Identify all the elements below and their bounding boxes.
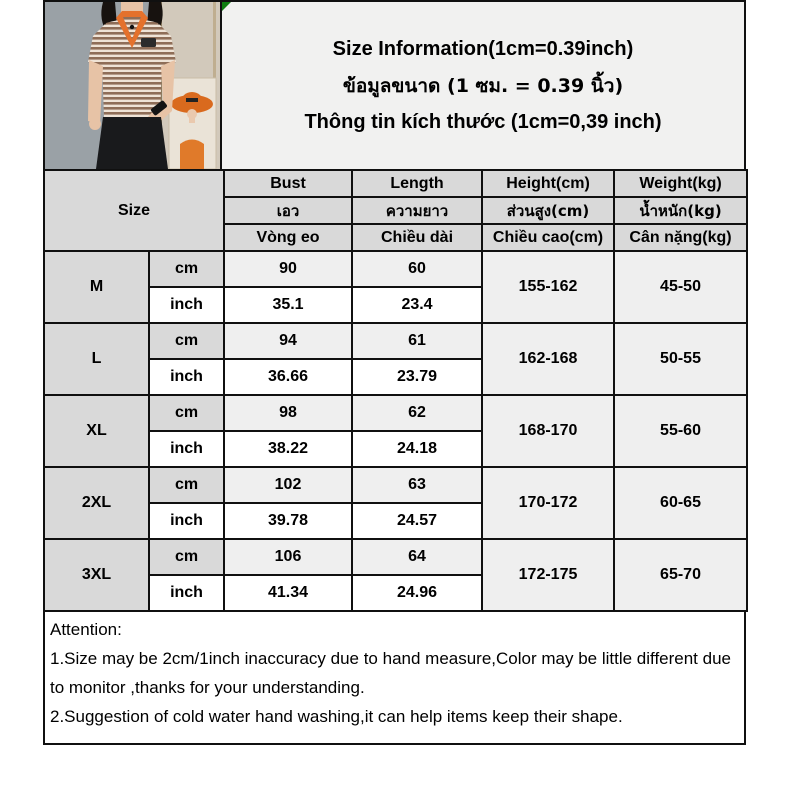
bust-cm-value: 94 (224, 323, 352, 359)
weight-value: 55-60 (614, 395, 747, 467)
size-cell: 2XL (44, 467, 149, 539)
height-value: 168-170 (482, 395, 614, 467)
col-header-weight-th: น้ำหนัก(kg) (614, 197, 747, 224)
col-header-height-vi: Chiều cao(cm) (482, 224, 614, 251)
row-L-cm (44, 323, 747, 359)
row-3XL-cm (44, 539, 747, 575)
weight-value: 45-50 (614, 251, 747, 323)
title-vietnamese: Thông tin kích thước (1cm=0,39 inch) (304, 110, 662, 133)
green-corner-triangle-icon (222, 2, 231, 11)
unit-inch-cell: inch (149, 359, 224, 395)
title-thai: ข้อมูลขนาด (1 ซม. = 0.39 นิ้ว) (342, 74, 624, 97)
bust-cm-value: 90 (224, 251, 352, 287)
title-box (220, 0, 746, 171)
length-cm-value: 60 (352, 251, 482, 287)
size-header-cell: Size (44, 170, 224, 251)
col-header-length-en: Length (352, 170, 482, 197)
unit-inch-cell: inch (149, 575, 224, 611)
col-header-length-th: ความยาว (352, 197, 482, 224)
col-header-length-vi: Chiều dài (352, 224, 482, 251)
col-header-weight-vi: Cân nặng(kg) (614, 224, 747, 251)
col-header-bust-th: เอว (224, 197, 352, 224)
size-cell: XL (44, 395, 149, 467)
height-value: 172-175 (482, 539, 614, 611)
title-english: Size Information(1cm=0.39inch) (332, 37, 634, 60)
length-cm-value: 62 (352, 395, 482, 431)
length-cm-value: 64 (352, 539, 482, 575)
size-cell: 3XL (44, 539, 149, 611)
col-header-height-th: ส่วนสูง(cm) (482, 197, 614, 224)
weight-value: 65-70 (614, 539, 747, 611)
size-cell: M (44, 251, 149, 323)
length-cm-value: 63 (352, 467, 482, 503)
bust-inch-value: 41.34 (224, 575, 352, 611)
col-header-height-en: Height(cm) (482, 170, 614, 197)
height-value: 162-168 (482, 323, 614, 395)
weight-value: 50-55 (614, 323, 747, 395)
attention-note-1: 1.Size may be 2cm/1inch inaccuracy due to hand measure,Color may be little different due to monitor ,thanks for your understanding. (50, 649, 731, 697)
unit-inch-cell: inch (149, 431, 224, 467)
unit-cm-cell: cm (149, 251, 224, 287)
col-header-bust-vi: Vòng eo (224, 224, 352, 251)
bust-cm-value: 98 (224, 395, 352, 431)
bust-inch-value: 36.66 (224, 359, 352, 395)
col-header-bust-en: Bust (224, 170, 352, 197)
length-inch-value: 23.79 (352, 359, 482, 395)
length-inch-value: 24.57 (352, 503, 482, 539)
height-value: 170-172 (482, 467, 614, 539)
row-2XL-cm (44, 467, 747, 503)
attention-box (43, 610, 746, 745)
attention-heading: Attention: (50, 620, 122, 639)
black-skirt (96, 117, 168, 169)
bust-inch-value: 35.1 (224, 287, 352, 323)
row-M-cm (44, 251, 747, 287)
height-value: 155-162 (482, 251, 614, 323)
unit-cm-cell: cm (149, 395, 224, 431)
top-row (43, 0, 746, 171)
product-photo-illustration (45, 2, 220, 169)
length-inch-value: 24.96 (352, 575, 482, 611)
pendant (130, 25, 134, 29)
size-table (43, 169, 748, 612)
size-chart-panel (43, 0, 746, 745)
product-photo (43, 0, 222, 171)
bust-cm-value: 102 (224, 467, 352, 503)
poster-orange-hat-lady (169, 78, 216, 169)
unit-cm-cell: cm (149, 323, 224, 359)
length-inch-value: 23.4 (352, 287, 482, 323)
unit-cm-cell: cm (149, 467, 224, 503)
weight-value: 60-65 (614, 467, 747, 539)
attention-note-2: 2.Suggestion of cold water hand washing,it can help items keep their shape. (50, 707, 623, 726)
unit-cm-cell: cm (149, 539, 224, 575)
bust-inch-value: 38.22 (224, 431, 352, 467)
header-row-en (44, 170, 747, 197)
bust-inch-value: 39.78 (224, 503, 352, 539)
bust-cm-value: 106 (224, 539, 352, 575)
row-XL-cm (44, 395, 747, 431)
unit-inch-cell: inch (149, 287, 224, 323)
length-cm-value: 61 (352, 323, 482, 359)
size-cell: L (44, 323, 149, 395)
col-header-weight-en: Weight(kg) (614, 170, 747, 197)
chest-label (141, 38, 156, 47)
length-inch-value: 24.18 (352, 431, 482, 467)
unit-inch-cell: inch (149, 503, 224, 539)
